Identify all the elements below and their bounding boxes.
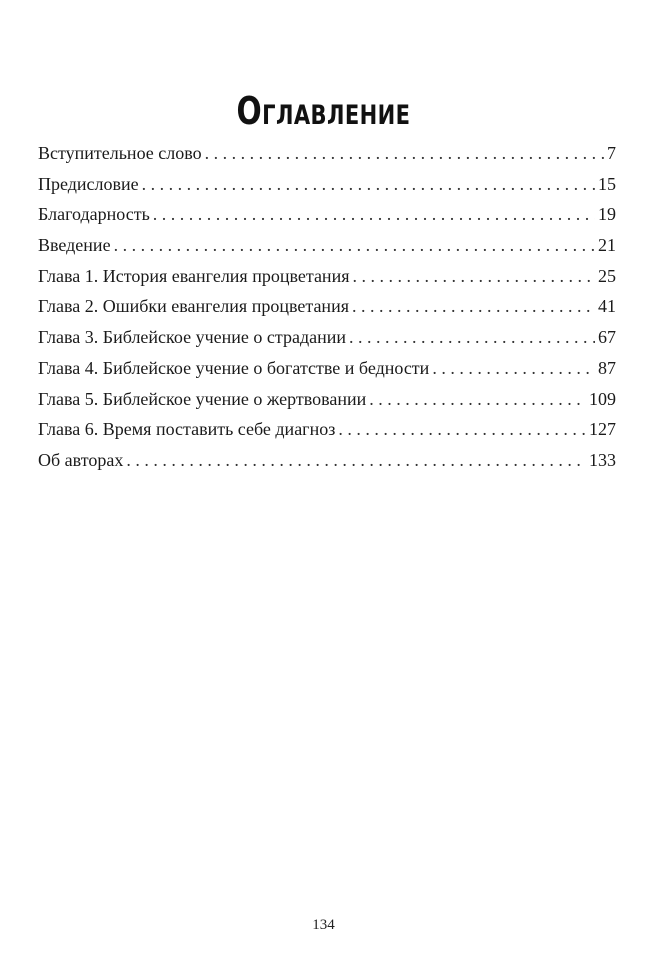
toc-entry [38, 230, 616, 261]
toc-entry-page: 7 [607, 143, 616, 163]
table-of-contents [38, 138, 616, 476]
toc-entry-page: 127 [589, 419, 616, 440]
toc-entry-title: Вступительное слово [38, 143, 202, 163]
toc-entry [38, 384, 616, 415]
toc-entry-title: Об авторах [38, 449, 124, 470]
toc-entry-page: 15 [598, 173, 616, 194]
dot-leader [349, 322, 595, 353]
toc-entry-title: Глава 3. Библейское учение о страдании [38, 327, 346, 348]
dot-leader [352, 291, 595, 322]
toc-entry-title: Глава 4. Библейское учение о богатстве и бедности [38, 357, 430, 378]
toc-entry-page: 67 [598, 327, 616, 348]
toc-entry [38, 353, 616, 384]
toc-entry-page: 41 [598, 296, 616, 317]
dot-leader [142, 169, 595, 200]
toc-entry [38, 445, 616, 476]
toc-entry-page: 133 [589, 449, 616, 470]
toc-entry-page: 25 [598, 265, 616, 286]
toc-entry-title: Благодарность [38, 204, 150, 225]
page-number: 134 [312, 917, 335, 933]
dot-leader [153, 199, 595, 230]
dot-leader [432, 353, 595, 384]
dot-leader [205, 138, 604, 169]
toc-entry [38, 261, 616, 292]
toc-entry [38, 291, 616, 322]
toc-entry [38, 414, 616, 445]
toc-entry [38, 169, 616, 200]
toc-entry [38, 199, 616, 230]
dot-leader [126, 445, 586, 476]
toc-entry-title: Глава 5. Библейское учение о жертвовании [38, 388, 367, 409]
toc-entry-page: 87 [598, 357, 616, 378]
dot-leader [114, 230, 595, 261]
toc-entry-title: Глава 2. Ошибки евангелия процветания [38, 296, 349, 317]
dot-leader [352, 261, 595, 292]
toc-entry-title: Введение [38, 235, 111, 256]
dot-leader [369, 384, 586, 415]
dot-leader [338, 414, 586, 445]
toc-entry-title: Предисловие [38, 173, 139, 194]
toc-entry-title: Глава 1. История евангелия процветания [38, 265, 350, 286]
toc-entry-title: Глава 6. Время поставить себе диагноз [38, 419, 336, 440]
toc-entry [38, 322, 616, 353]
toc-entry-page: 19 [598, 204, 616, 225]
toc-entry-page: 109 [589, 388, 616, 409]
page-title: Оглавление [236, 89, 411, 134]
toc-entry [38, 138, 616, 169]
toc-entry-page: 21 [598, 235, 616, 256]
